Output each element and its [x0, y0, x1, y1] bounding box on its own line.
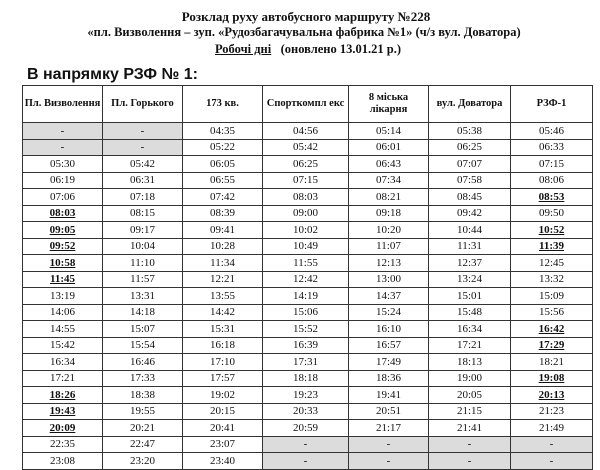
- time-cell: 21:23: [511, 403, 593, 420]
- time-cell: 17:57: [183, 370, 263, 387]
- time-cell: 06:33: [511, 139, 593, 156]
- time-cell: -: [263, 453, 349, 470]
- days-label: Робочі дні: [214, 42, 272, 56]
- time-cell: 05:46: [511, 123, 593, 140]
- time-cell: 23:20: [103, 453, 183, 470]
- time-cell: -: [103, 123, 183, 140]
- time-cell: 11:07: [349, 238, 429, 255]
- time-cell: 08:03: [23, 205, 103, 222]
- time-cell: 17:33: [103, 370, 183, 387]
- time-cell: 19:41: [349, 387, 429, 404]
- time-cell: 09:52: [23, 238, 103, 255]
- time-cell: 12:42: [263, 271, 349, 288]
- column-header: 8 міська лікарня: [349, 86, 429, 123]
- time-cell: -: [429, 453, 511, 470]
- time-cell: 10:58: [23, 255, 103, 272]
- time-cell: 19:43: [23, 403, 103, 420]
- time-cell: 11:10: [103, 255, 183, 272]
- time-cell: 15:56: [511, 304, 593, 321]
- time-cell: 11:31: [429, 238, 511, 255]
- time-cell: 16:34: [23, 354, 103, 371]
- time-cell: 05:22: [183, 139, 263, 156]
- time-cell: -: [23, 139, 103, 156]
- table-row: [23, 123, 593, 140]
- time-cell: 18:36: [349, 370, 429, 387]
- time-cell: 20:33: [263, 403, 349, 420]
- time-cell: 15:42: [23, 337, 103, 354]
- time-cell: 05:42: [103, 156, 183, 173]
- time-cell: 13:32: [511, 271, 593, 288]
- time-cell: 16:34: [429, 321, 511, 338]
- time-cell: 10:28: [183, 238, 263, 255]
- time-cell: 06:31: [103, 172, 183, 189]
- time-cell: 10:20: [349, 222, 429, 239]
- time-cell: 11:34: [183, 255, 263, 272]
- time-cell: 12:13: [349, 255, 429, 272]
- column-header: Пл. Горького: [103, 86, 183, 123]
- time-cell: 16:18: [183, 337, 263, 354]
- time-cell: -: [511, 453, 593, 470]
- time-cell: 20:09: [23, 420, 103, 437]
- table-row: [23, 189, 593, 206]
- time-cell: 19:23: [263, 387, 349, 404]
- time-cell: 05:30: [23, 156, 103, 173]
- route-description: «пл. Визволення – зуп. «Рудозбагачувальна фабрика №1» (ч/з вул. Доватора): [87, 25, 521, 39]
- time-cell: 13:00: [349, 271, 429, 288]
- time-cell: 08:06: [511, 172, 593, 189]
- time-cell: -: [349, 436, 429, 453]
- time-cell: 20:15: [183, 403, 263, 420]
- time-cell: 20:13: [511, 387, 593, 404]
- time-cell: 19:55: [103, 403, 183, 420]
- time-cell: 07:42: [183, 189, 263, 206]
- table-row: [23, 420, 593, 437]
- time-cell: 14:42: [183, 304, 263, 321]
- time-cell: 23:08: [23, 453, 103, 470]
- time-cell: 18:21: [511, 354, 593, 371]
- time-cell: 17:21: [23, 370, 103, 387]
- table-row: [23, 205, 593, 222]
- time-cell: 08:03: [263, 189, 349, 206]
- schedule-subtitle: [8, 42, 600, 57]
- time-cell: 14:18: [103, 304, 183, 321]
- time-cell: 06:01: [349, 139, 429, 156]
- time-cell: 15:06: [263, 304, 349, 321]
- time-cell: 20:59: [263, 420, 349, 437]
- time-cell: 08:15: [103, 205, 183, 222]
- time-cell: 05:38: [429, 123, 511, 140]
- time-cell: 12:21: [183, 271, 263, 288]
- time-cell: -: [349, 453, 429, 470]
- time-cell: 15:31: [183, 321, 263, 338]
- time-cell: 18:13: [429, 354, 511, 371]
- time-cell: 14:55: [23, 321, 103, 338]
- time-cell: 15:01: [429, 288, 511, 305]
- time-cell: 20:41: [183, 420, 263, 437]
- table-row: [23, 271, 593, 288]
- time-cell: 06:25: [263, 156, 349, 173]
- time-cell: 14:06: [23, 304, 103, 321]
- time-cell: -: [429, 436, 511, 453]
- time-cell: 14:19: [263, 288, 349, 305]
- time-cell: 15:54: [103, 337, 183, 354]
- time-cell: 07:58: [429, 172, 511, 189]
- schedule-title: Розклад руху автобусного маршруту №228: [181, 9, 431, 24]
- time-cell: 13:19: [23, 288, 103, 305]
- time-cell: 10:52: [511, 222, 593, 239]
- time-cell: 06:19: [23, 172, 103, 189]
- time-cell: 19:00: [429, 370, 511, 387]
- time-cell: 17:10: [183, 354, 263, 371]
- column-header: вул. Доватора: [429, 86, 511, 123]
- time-cell: 15:52: [263, 321, 349, 338]
- table-row: [23, 403, 593, 420]
- time-cell: 09:41: [183, 222, 263, 239]
- time-cell: 18:18: [263, 370, 349, 387]
- time-cell: 22:35: [23, 436, 103, 453]
- time-cell: 22:47: [103, 436, 183, 453]
- time-cell: 09:17: [103, 222, 183, 239]
- time-cell: 15:24: [349, 304, 429, 321]
- time-cell: 12:37: [429, 255, 511, 272]
- time-cell: 16:57: [349, 337, 429, 354]
- table-row: [23, 238, 593, 255]
- time-cell: 13:31: [103, 288, 183, 305]
- time-cell: 06:43: [349, 156, 429, 173]
- time-cell: 21:17: [349, 420, 429, 437]
- time-cell: 19:02: [183, 387, 263, 404]
- time-cell: 08:53: [511, 189, 593, 206]
- time-cell: 17:49: [349, 354, 429, 371]
- time-cell: 09:42: [429, 205, 511, 222]
- time-cell: 21:15: [429, 403, 511, 420]
- time-cell: 09:05: [23, 222, 103, 239]
- time-cell: 09:18: [349, 205, 429, 222]
- time-cell: 09:00: [263, 205, 349, 222]
- time-cell: 11:55: [263, 255, 349, 272]
- time-cell: 23:40: [183, 453, 263, 470]
- time-cell: 07:07: [429, 156, 511, 173]
- table-row: [23, 288, 593, 305]
- time-cell: 18:26: [23, 387, 103, 404]
- time-cell: 16:39: [263, 337, 349, 354]
- time-cell: 04:56: [263, 123, 349, 140]
- time-cell: 13:24: [429, 271, 511, 288]
- column-header: Спорткомпл екс: [263, 86, 349, 123]
- table-row: [23, 156, 593, 173]
- time-cell: 06:25: [429, 139, 511, 156]
- time-cell: 20:05: [429, 387, 511, 404]
- column-header: 173 кв.: [183, 86, 263, 123]
- time-cell: -: [103, 139, 183, 156]
- time-cell: -: [23, 123, 103, 140]
- time-cell: 18:38: [103, 387, 183, 404]
- time-cell: 16:10: [349, 321, 429, 338]
- time-cell: 15:07: [103, 321, 183, 338]
- table-row: [23, 354, 593, 371]
- header-row: [23, 86, 593, 123]
- time-cell: 07:34: [349, 172, 429, 189]
- time-cell: 19:08: [511, 370, 593, 387]
- table-row: [23, 387, 593, 404]
- time-cell: 10:44: [429, 222, 511, 239]
- time-cell: 05:14: [349, 123, 429, 140]
- time-cell: 20:51: [349, 403, 429, 420]
- time-cell: 14:37: [349, 288, 429, 305]
- time-cell: 08:39: [183, 205, 263, 222]
- table-row: [23, 321, 593, 338]
- time-cell: 07:06: [23, 189, 103, 206]
- time-cell: 11:45: [23, 271, 103, 288]
- time-cell: 06:05: [183, 156, 263, 173]
- table-row: [23, 139, 593, 156]
- time-cell: 07:15: [263, 172, 349, 189]
- time-cell: 17:31: [263, 354, 349, 371]
- time-cell: -: [263, 436, 349, 453]
- time-cell: 10:02: [263, 222, 349, 239]
- column-header: Пл. Визволення: [23, 86, 103, 123]
- table-row: [23, 370, 593, 387]
- time-cell: 16:46: [103, 354, 183, 371]
- column-header: РЗФ-1: [511, 86, 593, 123]
- time-cell: 21:41: [429, 420, 511, 437]
- time-cell: 16:42: [511, 321, 593, 338]
- time-cell: 06:55: [183, 172, 263, 189]
- table-row: [23, 304, 593, 321]
- table-row: [23, 172, 593, 189]
- time-cell: 05:42: [263, 139, 349, 156]
- time-cell: 23:07: [183, 436, 263, 453]
- time-cell: 08:45: [429, 189, 511, 206]
- time-cell: 12:45: [511, 255, 593, 272]
- timetable: [22, 85, 593, 470]
- timetable-body: [23, 123, 593, 470]
- table-row: [23, 222, 593, 239]
- time-cell: 11:39: [511, 238, 593, 255]
- time-cell: 21:49: [511, 420, 593, 437]
- time-cell: 10:04: [103, 238, 183, 255]
- time-cell: 09:50: [511, 205, 593, 222]
- table-row: [23, 337, 593, 354]
- time-cell: 17:29: [511, 337, 593, 354]
- time-cell: 08:21: [349, 189, 429, 206]
- time-cell: 10:49: [263, 238, 349, 255]
- table-row: [23, 436, 593, 453]
- time-cell: 20:21: [103, 420, 183, 437]
- time-cell: 17:21: [429, 337, 511, 354]
- time-cell: 07:15: [511, 156, 593, 173]
- time-cell: 04:35: [183, 123, 263, 140]
- time-cell: 11:57: [103, 271, 183, 288]
- time-cell: 13:55: [183, 288, 263, 305]
- updated-label: (оновлено 13.01.21 р.): [280, 42, 401, 56]
- table-row: [23, 453, 593, 470]
- time-cell: 07:18: [103, 189, 183, 206]
- time-cell: 15:09: [511, 288, 593, 305]
- direction-heading: В напрямку РЗФ № 1:: [27, 66, 199, 83]
- table-row: [23, 255, 593, 272]
- time-cell: 15:48: [429, 304, 511, 321]
- time-cell: -: [511, 436, 593, 453]
